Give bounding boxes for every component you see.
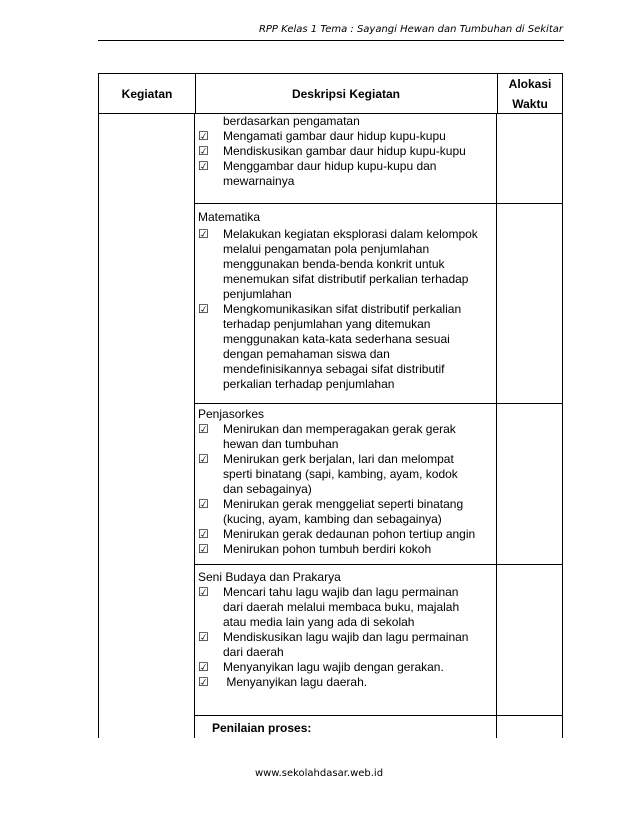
page-footer: www.sekolahdasar.web.id	[254, 768, 384, 779]
checkbox-icon: ☑	[198, 129, 209, 143]
continuation-line: mewarnainya	[223, 174, 295, 188]
checkbox-icon: ☑	[198, 660, 209, 674]
checkbox-icon: ☑	[198, 630, 209, 644]
header-alokasi-line2: Waktu	[512, 96, 548, 111]
row-separator	[496, 564, 563, 565]
list-item: ☑ Menyanyikan lagu wajib dengan gerakan.	[198, 660, 444, 674]
header-alokasi	[497, 74, 563, 113]
block-ipa-continuation	[198, 114, 493, 189]
list-item: ☑ Mengkomunikasikan sifat distributif perkalian terhadap penjumlahan yang ditemukan menggunakan kata-kata sederhana sesuai dengan pemahaman siswa dan mendefinisikannya sebagai sifat distributif perkalian terhadap penjumlahan	[198, 302, 462, 391]
table-border-left	[98, 114, 99, 738]
row-separator	[194, 203, 496, 204]
continuation-line: berdasarkan pengamatan	[223, 114, 360, 128]
header-alokasi-line1: Alokasi	[508, 76, 552, 91]
list-item: ☑ Menirukan dan memperagakan gerak gerak hewan dan tumbuhan	[198, 422, 456, 451]
row-separator	[194, 715, 496, 716]
checkbox-icon: ☑	[198, 159, 209, 173]
penilaian-heading: Penilaian proses:	[212, 721, 312, 735]
checkbox-icon: ☑	[198, 227, 209, 241]
checkbox-icon: ☑	[198, 585, 209, 599]
checkbox-icon: ☑	[198, 302, 209, 316]
list-item: ☑ Mendiskusikan gambar daur hidup kupu-kupu	[198, 144, 466, 158]
table-border-right	[562, 114, 563, 738]
subject-title: Penjasorkes	[198, 407, 265, 421]
checkbox-icon: ☑	[198, 542, 209, 556]
checkbox-icon: ☑	[198, 422, 209, 436]
list-item: ☑ Mengamati gambar daur hidup kupu-kupu	[198, 129, 446, 143]
subject-title: Matematika	[198, 210, 261, 224]
checkbox-icon: ☑	[198, 144, 209, 158]
table-divider-kegiatan	[194, 114, 195, 738]
checkbox-icon: ☑	[198, 527, 209, 541]
header-kegiatan: Kegiatan	[121, 86, 173, 101]
header-deskripsi: Deskripsi Kegiatan	[291, 86, 401, 101]
header-divider	[195, 74, 196, 113]
block-matematika	[198, 210, 493, 392]
row-separator	[194, 564, 496, 565]
row-separator	[194, 403, 496, 404]
block-seni-budaya	[198, 570, 493, 690]
checkbox-icon: ☑	[198, 452, 209, 466]
list-item: ☑ Melakukan kegiatan eksplorasi dalam kelompok melalui pengamatan pola penjumlahan menggunakan benda-benda konkrit untuk menemukan sifat distributif perkalian terhadap penjumlahan	[198, 227, 478, 301]
row-separator	[496, 203, 563, 204]
subject-title: Seni Budaya dan Prakarya	[198, 570, 341, 584]
list-item: ☑ Menirukan pohon tumbuh berdiri kokoh	[198, 542, 432, 556]
checkbox-icon: ☑	[198, 497, 209, 511]
header-divider	[497, 74, 498, 113]
page-header: RPP Kelas 1 Tema : Sayangi Hewan dan Tumbuhan di Sekitar	[258, 24, 563, 35]
table-divider-alokasi	[496, 114, 497, 738]
block-penjasorkes	[198, 407, 493, 557]
list-item: ☑ Menggambar daur hidup kupu-kupu dan	[198, 159, 437, 173]
checkbox-icon: ☑	[198, 675, 209, 689]
list-item: ☑ Menirukan gerak menggeliat seperti binatang (kucing, ayam, kambing dan sebagainya)	[198, 497, 464, 526]
list-item: ☑ Menirukan gerk berjalan, lari dan melompat sperti binatang (sapi, kambing, ayam, kodok dan sebagainya)	[198, 452, 458, 496]
list-item: ☑ Menyanyikan lagu daerah.	[198, 675, 368, 689]
row-separator	[496, 715, 563, 716]
row-separator	[496, 403, 563, 404]
list-item: ☑ Mendiskusikan lagu wajib dan lagu permainan dari daerah	[198, 630, 469, 659]
header-rule	[98, 40, 564, 41]
list-item: ☑ Mencari tahu lagu wajib dan lagu permainan dari daerah melalui membaca buku, majalah atau media lain yang ada di sekolah	[198, 585, 460, 629]
list-item: ☑ Menirukan gerak dedaunan pohon tertiup angin	[198, 527, 476, 541]
table-header-row	[98, 73, 563, 114]
